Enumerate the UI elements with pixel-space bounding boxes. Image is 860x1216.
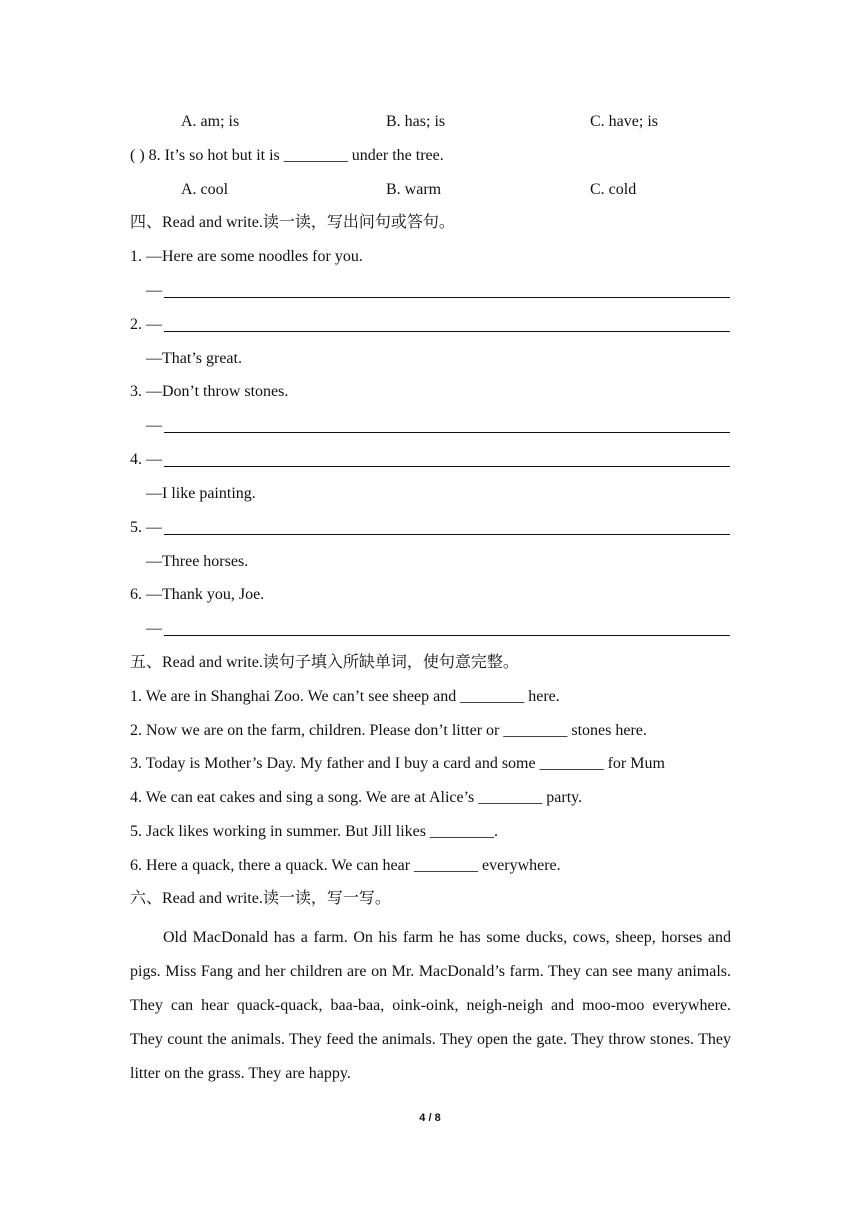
s4-q4-given: —I like painting.	[146, 485, 256, 502]
s4-q6-answer-line[interactable]	[146, 619, 730, 639]
s5-item-2[interactable]: 2. Now we are on the farm, children. Please don’t litter or ________ stones here.	[130, 722, 647, 739]
section5-heading: 五、Read and write.读句子填入所缺单词，使句意完整。	[130, 654, 519, 671]
s4-q1-answer-line[interactable]	[146, 281, 730, 301]
s4-q5-answer-line[interactable]	[130, 518, 730, 538]
s4-q4-answer-line[interactable]	[130, 450, 730, 470]
s4-q5-given: —Three horses.	[146, 553, 249, 570]
answer-rule	[164, 534, 730, 535]
s4-q2-number: 2. —	[130, 316, 162, 333]
q7-option-c: C. have; is	[590, 113, 658, 130]
answer-rule	[164, 432, 730, 433]
q8-option-a: A. cool	[181, 181, 229, 198]
q7-option-a: A. am; is	[181, 113, 240, 130]
q7-option-b: B. has; is	[386, 113, 446, 130]
s5-item-3[interactable]: 3. Today is Mother’s Day. My father and I buy a card and some ________ for Mum	[130, 755, 665, 772]
q8-stem: ( ) 8. It’s so hot but it is ________ under the tree.	[130, 147, 444, 164]
dash-mark: —	[146, 620, 162, 637]
answer-rule	[164, 297, 730, 298]
s4-q4-number: 4. —	[130, 451, 162, 468]
s5-item-4[interactable]: 4. We can eat cakes and sing a song. We are at Alice’s ________ party.	[130, 789, 583, 806]
section4-heading: 四、Read and write.读一读，写出问句或答句。	[130, 214, 455, 231]
s4-q1-given: 1. —Here are some noodles for you.	[130, 248, 363, 265]
page-number: 4 / 8	[419, 1112, 441, 1124]
s5-item-5[interactable]: 5. Jack likes working in summer. But Jill likes ________.	[130, 823, 498, 840]
s4-q3-given: 3. —Don’t throw stones.	[130, 383, 289, 400]
section6-passage: Old MacDonald has a farm. On his farm he has some ducks, cows, sheep, horses and pigs. Miss Fang and her children are on Mr. MacDonald’s farm. They can see many animals. They can hear quack-quack, baa-baa, oink-oink, neigh-neigh and moo-moo everywhere. They count the animals. They feed the animals. They open the gate. They throw stones. They litter on the grass. They are happy.	[130, 929, 731, 1082]
s5-item-6[interactable]: 6. Here a quack, there a quack. We can hear ________ everywhere.	[130, 857, 561, 874]
answer-rule	[164, 635, 730, 636]
s4-q2-given: —That’s great.	[146, 350, 242, 367]
q8-option-c: C. cold	[590, 181, 637, 198]
section6-heading: 六、Read and write.读一读，写一写。	[130, 890, 391, 907]
answer-rule	[164, 466, 730, 467]
s4-q5-number: 5. —	[130, 519, 162, 536]
s4-q2-answer-line[interactable]	[130, 315, 730, 335]
dash-mark: —	[146, 417, 162, 434]
q8-option-b: B. warm	[386, 181, 442, 198]
answer-rule	[164, 331, 730, 332]
s4-q3-answer-line[interactable]	[146, 416, 730, 436]
dash-mark: —	[146, 282, 162, 299]
s5-item-1[interactable]: 1. We are in Shanghai Zoo. We can’t see sheep and ________ here.	[130, 688, 560, 705]
s4-q6-given: 6. —Thank you, Joe.	[130, 586, 265, 603]
